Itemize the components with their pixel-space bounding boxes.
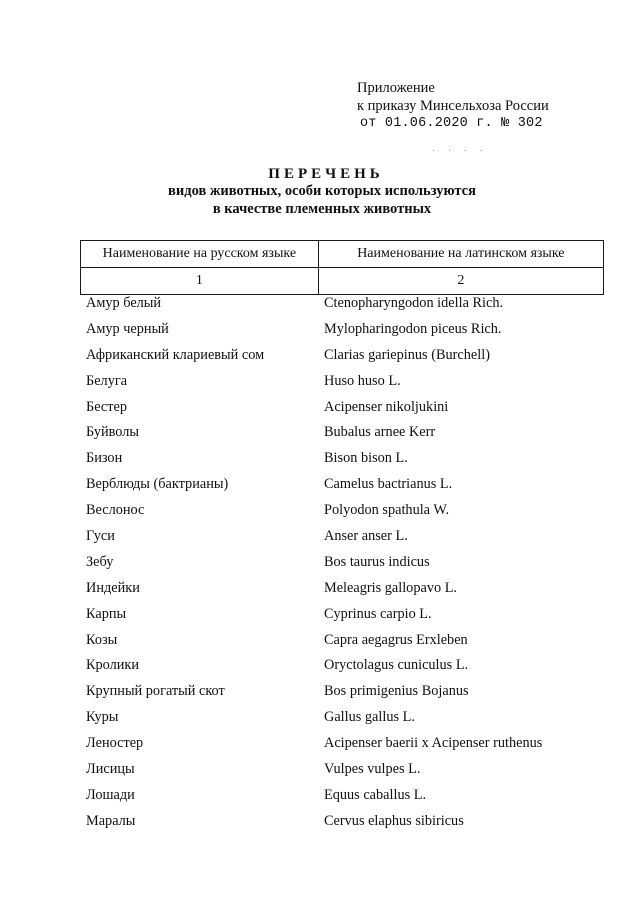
russian-name: Гуси [86, 528, 115, 545]
table-row [86, 761, 606, 787]
table-column-number-row [81, 268, 604, 295]
latin-name: Cyprinus carpio L. [324, 605, 432, 622]
appendix-order-ref: к приказу Минсельхоза России [357, 98, 549, 114]
latin-name: Acipenser baerii x Acipenser ruthenus [324, 735, 543, 752]
table-row [86, 347, 606, 373]
table-row [86, 632, 606, 658]
table-row [86, 502, 606, 528]
table-row [86, 709, 606, 735]
latin-name: Anser anser L. [324, 528, 408, 545]
russian-name: Крупный рогатый скот [86, 683, 225, 700]
russian-name: Амур черный [86, 320, 169, 337]
russian-name: Индейки [86, 579, 140, 596]
table-row [86, 657, 606, 683]
russian-name: Кролики [86, 657, 140, 674]
latin-name: Bos taurus indicus [324, 553, 430, 570]
table-row [86, 450, 606, 476]
russian-name: Верблюды (бактрианы) [86, 476, 229, 493]
latin-name: Equus caballus L. [324, 786, 427, 803]
latin-name: Clarias gariepinus (Burchell) [324, 346, 490, 363]
header-latin-name: Наименование на латинском языке [318, 241, 603, 268]
latin-name: Acipenser nikoljukini [324, 398, 449, 415]
latin-name: Huso huso L. [324, 372, 401, 389]
latin-name: Vulpes vulpes L. [324, 761, 421, 778]
table-row [86, 295, 606, 321]
table-row [86, 683, 606, 709]
russian-name: Бестер [86, 398, 127, 415]
russian-name: Карпы [86, 605, 127, 622]
table-row [86, 373, 606, 399]
table-row [86, 813, 606, 839]
scan-artifact: · · · · [432, 146, 488, 157]
latin-name: Bubalus arnee Kerr [324, 424, 436, 441]
latin-name: Polyodon spathula W. [324, 502, 450, 519]
appendix-order-date-number: от 01.06.2020 г. № 302 [360, 116, 543, 131]
latin-name: Capra aegagrus Erxleben [324, 631, 468, 648]
table-row [86, 476, 606, 502]
russian-name: Веслонос [86, 502, 145, 519]
latin-name: Bos primigenius Bojanus [324, 683, 469, 700]
russian-name: Куры [86, 709, 119, 726]
russian-name: Леностер [86, 735, 144, 752]
russian-name: Буйволы [86, 424, 140, 441]
latin-name: Camelus bactrianus L. [324, 476, 453, 493]
document-subtitle-line-1: видов животных, особи которых используются [168, 183, 476, 199]
header-russian-name: Наименование на русском языке [81, 241, 319, 268]
table-row [86, 321, 606, 347]
table-header-row [81, 241, 604, 268]
russian-name: Африканский клариевый сом [86, 346, 265, 363]
russian-name: Лошади [86, 786, 135, 803]
latin-name: Ctenopharyngodon idella Rich. [324, 295, 504, 311]
russian-name: Лисицы [86, 761, 135, 778]
russian-name: Маралы [86, 812, 136, 829]
column-number-2: 2 [318, 268, 603, 295]
latin-name: Bison bison L. [324, 450, 408, 467]
species-list [86, 295, 606, 839]
russian-name: Зебу [86, 553, 114, 570]
appendix-block [357, 79, 549, 133]
table-row [86, 528, 606, 554]
table-row [86, 735, 606, 761]
column-number-1: 1 [81, 268, 319, 295]
latin-name: Cervus elaphus sibiricus [324, 812, 464, 829]
latin-name: Gallus gallus L. [324, 709, 415, 726]
table-row [86, 399, 606, 425]
table-row [86, 580, 606, 606]
table-row [86, 787, 606, 813]
latin-name: Oryctolagus cuniculus L. [324, 657, 469, 674]
table-row [86, 606, 606, 632]
document-title: ПЕРЕЧЕНЬ [268, 166, 384, 182]
table-header [80, 240, 604, 295]
latin-name: Mylopharingodon piceus Rich. [324, 320, 502, 337]
russian-name: Козы [86, 631, 118, 648]
document-subtitle-line-2: в качестве племенных животных [212, 201, 432, 217]
table-row [86, 554, 606, 580]
latin-name: Meleagris gallopavo L. [324, 579, 458, 596]
russian-name: Амур белый [86, 295, 162, 311]
appendix-label: Приложение [357, 80, 435, 96]
table-row [86, 424, 606, 450]
russian-name: Бизон [86, 450, 123, 467]
russian-name: Белуга [86, 372, 128, 389]
